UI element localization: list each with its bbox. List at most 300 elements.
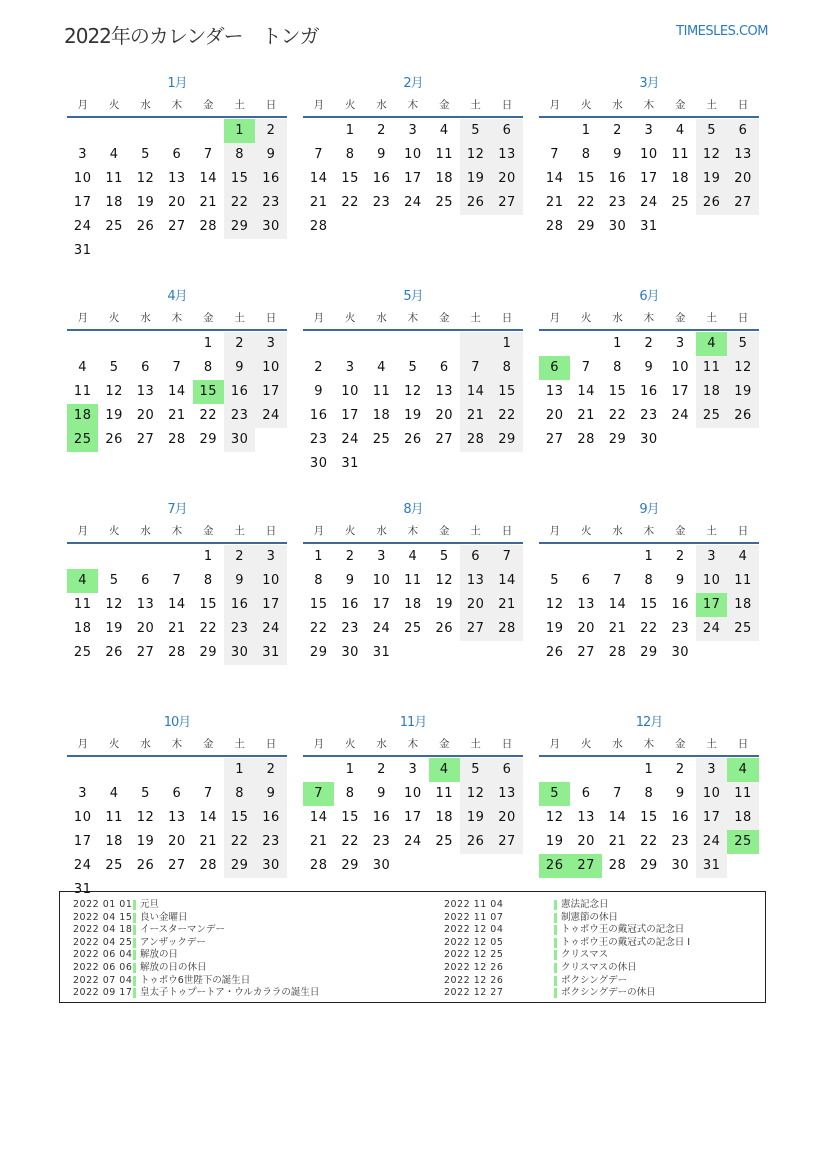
holiday-day-cell: 27 [570, 854, 601, 878]
day-cell: 10 [255, 356, 286, 380]
holiday-date: 2022 11 04 [444, 899, 504, 910]
day-cell: 1 [345, 762, 355, 777]
day-cell: 23 [372, 195, 391, 210]
weekday-label: 火 [580, 525, 592, 537]
day-cell: 2 [255, 758, 286, 782]
holiday-day-cell: 1 [224, 119, 255, 143]
day-cell: 24 [696, 617, 727, 641]
holiday-marker-icon [554, 900, 557, 910]
day-cell: 8 [581, 147, 591, 162]
day-grid [67, 332, 287, 452]
day-cell: 2 [255, 119, 286, 143]
day-cell: 20 [491, 806, 522, 830]
day-cell: 17 [255, 593, 286, 617]
day-cell: 18 [105, 195, 123, 210]
holiday-date: 2022 09 17 [73, 987, 133, 999]
day-cell: 3 [377, 549, 386, 564]
weekday-label: 火 [344, 738, 356, 750]
weekday-header [539, 307, 759, 331]
day-cell: 28 [168, 432, 186, 447]
weekday-label: 月 [313, 312, 324, 324]
day-cell: 2 [675, 762, 685, 777]
weekday-label: 水 [376, 738, 387, 750]
weekday-label: 月 [549, 99, 560, 111]
empty-day-cell [570, 545, 601, 569]
weekday-label: 土 [470, 312, 481, 324]
day-cell: 31 [372, 645, 391, 660]
weekday-header [303, 94, 523, 118]
day-cell: 3 [644, 123, 654, 138]
day-cell: 16 [372, 171, 391, 186]
day-cell: 15 [640, 810, 658, 825]
day-cell: 30 [309, 456, 328, 471]
weekday-label: 木 [171, 738, 183, 750]
day-cell: 9 [675, 573, 685, 588]
weekday-label: 月 [77, 312, 88, 324]
holiday-name: アンザックデー [140, 936, 206, 948]
day-cell: 31 [73, 882, 92, 897]
day-cell: 19 [545, 621, 564, 636]
weekday-label: 日 [501, 312, 513, 324]
day-cell: 15 [224, 167, 255, 191]
day-grid [539, 758, 759, 878]
day-cell: 24 [640, 195, 658, 210]
day-cell: 29 [199, 645, 218, 660]
holiday-date: 2022 06 04 [73, 949, 133, 961]
day-cell: 20 [491, 167, 522, 191]
weekday-label: 月 [313, 99, 324, 111]
day-cell: 6 [141, 573, 150, 588]
day-cell: 18 [671, 171, 690, 186]
day-cell: 21 [309, 195, 328, 210]
holiday-legend-left [73, 899, 319, 1000]
day-cell: 7 [491, 545, 522, 569]
day-cell: 5 [439, 549, 449, 564]
day-cell: 31 [255, 641, 286, 665]
day-cell: 5 [141, 786, 150, 801]
weekday-label: 火 [108, 99, 120, 111]
day-cell: 9 [644, 360, 654, 375]
weekday-label: 月 [77, 525, 88, 537]
weekday-label: 木 [171, 99, 183, 111]
weekday-label: 土 [234, 312, 245, 324]
day-cell: 22 [577, 195, 595, 210]
empty-day-cell [602, 545, 633, 569]
day-cell: 18 [372, 408, 391, 423]
day-cell: 11 [671, 147, 690, 162]
weekday-label: 月 [77, 99, 88, 111]
day-cell: 28 [545, 219, 564, 234]
day-cell: 20 [727, 167, 758, 191]
empty-day-cell [67, 332, 98, 356]
day-cell: 13 [168, 171, 186, 186]
day-cell: 7 [203, 147, 213, 162]
day-cell: 14 [608, 810, 627, 825]
weekday-label: 土 [706, 99, 717, 111]
empty-day-cell [161, 332, 192, 356]
day-cell: 3 [408, 123, 418, 138]
holiday-marker-icon [133, 976, 136, 986]
day-cell: 28 [199, 858, 218, 873]
holiday-name: 憲法記念日 [561, 899, 609, 910]
day-cell: 28 [309, 858, 328, 873]
month-calendar [303, 287, 523, 500]
day-cell: 10 [696, 782, 727, 806]
holiday-marker-icon [133, 938, 136, 948]
day-cell: 5 [727, 332, 758, 356]
weekday-label: 日 [737, 738, 749, 750]
day-cell: 9 [314, 384, 324, 399]
day-cell: 16 [255, 167, 286, 191]
empty-day-cell [539, 758, 570, 782]
weekday-header [67, 733, 287, 757]
day-cell: 29 [199, 432, 218, 447]
day-cell: 23 [255, 191, 286, 215]
day-cell: 17 [696, 806, 727, 830]
day-cell: 2 [644, 336, 654, 351]
holiday-legend-row [444, 987, 690, 1000]
weekday-label: 木 [643, 738, 655, 750]
empty-day-cell [161, 758, 192, 782]
day-cell: 31 [696, 854, 727, 878]
calendar-grid [67, 74, 760, 926]
weekday-label: 月 [549, 525, 560, 537]
day-cell: 23 [309, 432, 328, 447]
weekday-header [67, 307, 287, 331]
weekday-label: 金 [439, 525, 450, 537]
weekday-label: 金 [203, 738, 214, 750]
day-cell: 8 [314, 573, 324, 588]
holiday-legend-row [73, 987, 319, 1000]
day-cell: 16 [671, 597, 690, 612]
day-cell: 24 [341, 432, 359, 447]
day-cell: 28 [608, 645, 627, 660]
day-cell: 6 [141, 360, 150, 375]
day-cell: 15 [640, 597, 658, 612]
empty-day-cell [303, 119, 334, 143]
day-cell: 23 [640, 408, 658, 423]
day-cell: 25 [696, 404, 727, 428]
empty-day-cell [98, 758, 129, 782]
day-cell: 12 [545, 597, 564, 612]
weekday-label: 金 [203, 525, 214, 537]
day-cell: 23 [372, 834, 391, 849]
weekday-label: 月 [549, 312, 560, 324]
day-cell: 11 [105, 171, 123, 186]
day-cell: 22 [608, 408, 627, 423]
holiday-date: 2022 04 18 [73, 924, 133, 936]
day-cell: 23 [671, 621, 690, 636]
weekday-label: 木 [407, 312, 419, 324]
day-cell: 16 [224, 380, 255, 404]
holiday-day-cell: 15 [193, 380, 224, 404]
day-cell: 22 [341, 834, 359, 849]
holiday-legend-row [444, 949, 690, 962]
holiday-name: 良い金曜日 [140, 911, 188, 923]
day-cell: 26 [460, 191, 491, 215]
day-cell: 28 [168, 645, 186, 660]
day-cell: 1 [203, 549, 213, 564]
weekday-header [303, 307, 523, 331]
day-cell: 21 [199, 834, 218, 849]
holiday-marker-icon [133, 963, 136, 973]
holiday-name: 制憲節の休日 [561, 911, 619, 923]
day-cell: 9 [613, 147, 622, 162]
day-cell: 5 [550, 573, 560, 588]
day-cell: 22 [199, 408, 218, 423]
weekday-label: 火 [344, 99, 356, 111]
day-cell: 20 [136, 408, 155, 423]
holiday-marker-icon [554, 988, 557, 998]
day-grid [303, 545, 523, 665]
weekday-label: 金 [203, 99, 214, 111]
day-cell: 6 [581, 786, 591, 801]
holiday-name: 元旦 [140, 899, 160, 910]
day-cell: 25 [727, 617, 758, 641]
holiday-date: 2022 12 25 [444, 949, 504, 961]
day-cell: 8 [491, 356, 522, 380]
weekday-label: 水 [376, 312, 387, 324]
day-cell: 1 [203, 336, 213, 351]
weekday-label: 水 [612, 99, 623, 111]
holiday-marker-icon [133, 988, 136, 998]
weekday-label: 金 [675, 738, 686, 750]
holiday-name: トゥポウ王の戴冠式の記念日 I [561, 936, 691, 948]
day-cell: 20 [168, 834, 186, 849]
day-cell: 17 [404, 810, 422, 825]
day-cell: 10 [341, 384, 359, 399]
weekday-label: 金 [675, 525, 686, 537]
day-cell: 19 [727, 380, 758, 404]
day-cell: 30 [255, 854, 286, 878]
day-cell: 23 [255, 830, 286, 854]
day-cell: 4 [109, 147, 119, 162]
day-cell: 7 [203, 786, 213, 801]
day-cell: 4 [439, 123, 449, 138]
weekday-label: 木 [643, 99, 655, 111]
day-cell: 27 [545, 432, 564, 447]
day-cell: 24 [372, 621, 391, 636]
day-cell: 5 [141, 147, 150, 162]
day-cell: 21 [168, 621, 186, 636]
day-cell: 26 [696, 191, 727, 215]
day-cell: 17 [73, 195, 92, 210]
weekday-label: 火 [580, 312, 592, 324]
weekday-label: 土 [234, 738, 245, 750]
day-cell: 28 [577, 432, 595, 447]
day-cell: 2 [224, 545, 255, 569]
day-cell: 12 [404, 384, 422, 399]
day-cell: 27 [435, 432, 454, 447]
day-cell: 18 [696, 380, 727, 404]
empty-day-cell [539, 119, 570, 143]
day-cell: 12 [105, 597, 123, 612]
month-calendar [303, 500, 523, 713]
weekday-label: 水 [376, 525, 387, 537]
day-cell: 2 [224, 332, 255, 356]
day-cell: 10 [73, 171, 92, 186]
weekday-label: 木 [171, 525, 183, 537]
day-cell: 18 [435, 810, 454, 825]
day-cell: 6 [439, 360, 449, 375]
weekday-label: 日 [737, 312, 749, 324]
day-cell: 24 [671, 408, 690, 423]
page-title: 2022年のカレンダー トンガ [64, 24, 319, 48]
day-cell: 29 [608, 432, 627, 447]
day-cell: 16 [671, 810, 690, 825]
day-cell: 6 [172, 147, 182, 162]
day-cell: 23 [224, 404, 255, 428]
day-cell: 27 [168, 219, 186, 234]
day-cell: 26 [105, 432, 123, 447]
holiday-marker-icon [554, 963, 557, 973]
empty-day-cell [98, 545, 129, 569]
holiday-legend-row [73, 962, 319, 975]
day-cell: 19 [435, 597, 454, 612]
day-cell: 5 [696, 119, 727, 143]
day-cell: 19 [696, 167, 727, 191]
day-cell: 21 [491, 593, 522, 617]
day-cell: 8 [345, 147, 355, 162]
holiday-name: クリスマス [561, 949, 609, 961]
day-cell: 26 [136, 219, 155, 234]
day-cell: 17 [73, 834, 92, 849]
day-cell: 11 [404, 573, 422, 588]
day-cell: 14 [309, 171, 328, 186]
day-cell: 19 [460, 806, 491, 830]
day-grid [303, 119, 523, 239]
brand-logo-text[interactable]: TIMESLES.COM [676, 24, 768, 39]
day-cell: 12 [696, 143, 727, 167]
day-cell: 30 [255, 215, 286, 239]
holiday-day-cell: 7 [303, 782, 334, 806]
day-cell: 5 [408, 360, 418, 375]
day-cell: 24 [73, 858, 92, 873]
weekday-label: 月 [313, 738, 324, 750]
holiday-legend-row [444, 899, 690, 912]
day-grid [539, 119, 759, 239]
day-cell: 8 [224, 143, 255, 167]
holiday-legend-right [444, 899, 690, 1000]
empty-day-cell [130, 758, 161, 782]
holiday-legend [59, 891, 766, 1003]
day-cell: 28 [309, 219, 328, 234]
holiday-day-cell: 25 [67, 428, 98, 452]
holiday-name: クリスマスの休日 [561, 961, 637, 973]
month-calendar [539, 287, 759, 500]
holiday-legend-row [73, 899, 319, 912]
day-cell: 3 [696, 758, 727, 782]
day-cell: 22 [341, 195, 359, 210]
day-cell: 1 [581, 123, 591, 138]
holiday-date: 2022 11 07 [444, 911, 504, 923]
holiday-day-cell: 25 [727, 830, 758, 854]
day-cell: 26 [727, 404, 758, 428]
weekday-label: 水 [140, 99, 151, 111]
holiday-name: 解放の日 [140, 949, 179, 961]
weekday-label: 金 [439, 99, 450, 111]
day-cell: 18 [105, 834, 123, 849]
day-cell: 14 [199, 171, 218, 186]
holiday-marker-icon [133, 900, 136, 910]
day-cell: 30 [608, 219, 627, 234]
day-cell: 11 [105, 810, 123, 825]
weekday-label: 土 [234, 525, 245, 537]
day-cell: 21 [608, 621, 627, 636]
holiday-marker-icon [133, 925, 136, 935]
day-cell: 19 [105, 621, 123, 636]
day-cell: 16 [255, 806, 286, 830]
month-calendar [303, 74, 523, 287]
weekday-label: 火 [580, 738, 592, 750]
day-cell: 20 [435, 408, 454, 423]
day-cell: 19 [404, 408, 422, 423]
holiday-day-cell: 17 [696, 593, 727, 617]
weekday-header [539, 94, 759, 118]
day-cell: 7 [460, 356, 491, 380]
holiday-marker-icon [554, 913, 557, 923]
empty-day-cell [397, 332, 428, 356]
month-name: 1月 [167, 76, 187, 91]
day-cell: 27 [491, 191, 522, 215]
day-cell: 22 [199, 621, 218, 636]
day-cell: 11 [435, 147, 454, 162]
day-cell: 3 [78, 786, 88, 801]
weekday-label: 水 [140, 312, 151, 324]
day-cell: 15 [199, 597, 218, 612]
day-cell: 9 [224, 356, 255, 380]
day-cell: 17 [341, 408, 359, 423]
day-cell: 24 [696, 830, 727, 854]
day-cell: 12 [435, 573, 454, 588]
day-cell: 9 [345, 573, 355, 588]
day-cell: 6 [581, 573, 591, 588]
weekday-label: 水 [612, 525, 623, 537]
weekday-label: 木 [407, 525, 419, 537]
holiday-day-cell: 4 [67, 569, 98, 593]
day-cell: 20 [136, 621, 155, 636]
day-cell: 29 [309, 645, 328, 660]
day-cell: 27 [136, 432, 155, 447]
day-cell: 14 [577, 384, 595, 399]
holiday-name: ボクシングデー [561, 974, 628, 986]
day-cell: 30 [671, 858, 690, 873]
day-cell: 3 [255, 545, 286, 569]
holiday-date: 2022 12 26 [444, 974, 504, 986]
day-grid [539, 545, 759, 665]
empty-day-cell [98, 119, 129, 143]
empty-day-cell [539, 545, 570, 569]
day-cell: 22 [491, 404, 522, 428]
month-name: 9月 [639, 502, 659, 517]
day-cell: 1 [613, 336, 622, 351]
day-cell: 7 [172, 573, 182, 588]
day-cell: 11 [727, 569, 758, 593]
empty-day-cell [193, 119, 224, 143]
day-cell: 10 [404, 147, 422, 162]
day-cell: 17 [671, 384, 690, 399]
day-cell: 11 [435, 786, 454, 801]
day-cell: 15 [491, 380, 522, 404]
day-cell: 27 [460, 617, 491, 641]
day-cell: 24 [73, 219, 92, 234]
weekday-label: 土 [234, 99, 245, 111]
day-cell: 29 [224, 854, 255, 878]
weekday-label: 月 [549, 738, 560, 750]
day-grid [67, 119, 287, 263]
empty-day-cell [570, 332, 601, 356]
weekday-label: 水 [140, 525, 151, 537]
